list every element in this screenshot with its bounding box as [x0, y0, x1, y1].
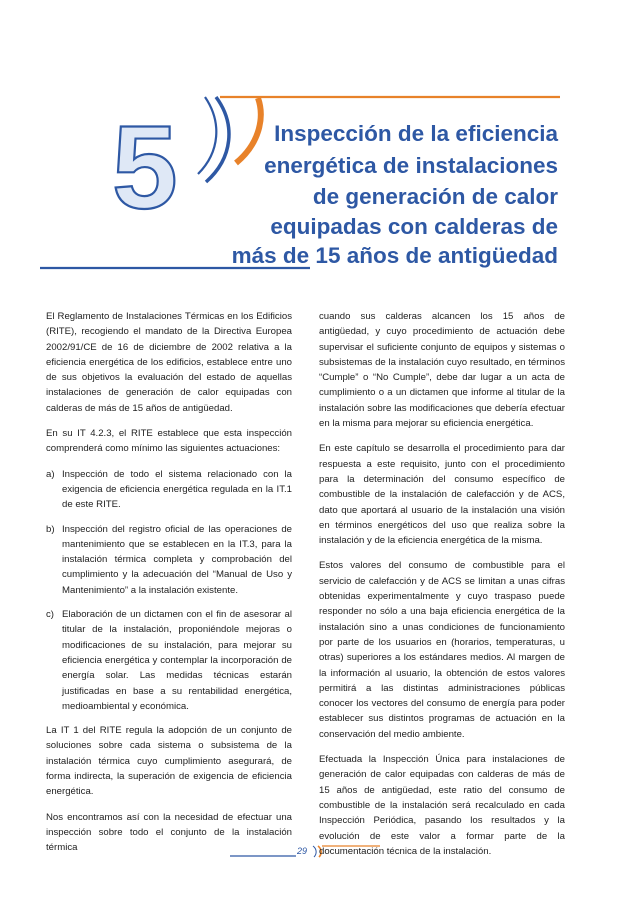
paragraph: Estos valores del consumo de combustible para el servicio de calefacción y de ACS se limitan a unas cifras obtenidas experimentalmente y cuyo traspaso puede responder no sólo a una baja eficiencia energética de la instalación sino a unas condiciones de funcionamiento por parte de los usuarios en (horarios, temperaturas, u otras) superiores a los estándares medios. Al margen de la información al usuario, la obtención de estos valores permitirá a las distintas administraciones públicas conocer los vectores del consumo de energía para poder establecer sus distintos programas de actuación en la conservación del medio ambiente.: [319, 560, 565, 740]
header-arc-orange: [236, 98, 261, 163]
footer-arc-blue: [313, 846, 316, 857]
chapter-title-line-3: de generación de calor: [312, 184, 558, 209]
list-item-text: Inspección del registro oficial de las operaciones de mantenimiento que se establecen en la IT.3, para la instalación térmica completa y comprobación del cumplimiento y la adecuación del “Manual de Uso y Mantenimiento” a la instalación existente.: [62, 523, 292, 596]
header-arc-blue-outer: [206, 97, 229, 182]
left-column: [46, 309, 292, 866]
list-item: [46, 522, 292, 598]
chapter-title-line-2: energética de instalaciones: [264, 153, 558, 178]
header-arc-blue-inner: [198, 97, 216, 174]
list-item: [46, 607, 292, 714]
chapter-title-line-5: más de 15 años de antigüedad: [231, 243, 558, 268]
list-item-text: Elaboración de un dictamen con el fin de asesorar al titular de la instalación, proponiéndole mejoras o modificaciones de su instalación, para mejorar su eficiencia energética y contemplar la incorporación de energía solar. Las medidas técnicas estarán justificadas en base a su rentabilidad energética, medioambiental y económica.: [62, 609, 292, 712]
paragraph: cuando sus calderas alcancen los 15 años de antigüedad, y cuyo procedimiento de actuación debe supervisar el suficiente conjunto de equipos y sistemas o subsistemas de la instalación cuyo resultado, en términos “Cumple” o “No Cumple”, debe dar lugar a un acta de cumplimiento o a un dictamen que informe al titular de la instalación sobre las modificaciones que debería efectuar en la misma para mejorar su eficiencia energética.: [319, 311, 565, 430]
paragraph: Efectuada la Inspección Única para instalaciones de generación de calor equipadas con calderas de más de 15 años de antigüedad, este ratio del consumo de combustible de la instalación será recalculado en cada Inspección Periódica, pasando los resultados y la evolución de este valor a formar parte de la documentación técnica de la instalación.: [319, 754, 565, 857]
list-marker: b): [46, 523, 55, 535]
actions-list: [46, 467, 292, 714]
paragraph: Nos encontramos así con la necesidad de efectuar una inspección sobre todo el conjunto de la instalación térmica: [46, 811, 292, 854]
paragraph: En este capítulo se desarrolla el procedimiento para dar respuesta a este requisito, junto con el procedimiento para la determinación del consumo específico de combustible de la instalación de calefacción y de ACS, dato que aportará al usuario de la instalación una visión en términos energéticos del uso que realiza sobre la instalación y de la eficiencia energética de la misma.: [319, 443, 565, 547]
right-column: [319, 309, 565, 869]
paragraph: El Reglamento de Instalaciones Térmicas en los Edificios (RITE), recogiendo el mandato de la Directiva Europea 2002/91/CE de 16 de diciembre de 2002 relativa a la eficiencia energética de los edificios, establece entre uno de sus objetivos la evaluación del estado de aquellas instalaciones de generación de calor equipadas con calderas de más de 15 años de antigüedad.: [46, 311, 292, 414]
chapter-title-line-4: equipadas con calderas de: [270, 214, 558, 239]
list-item: [46, 467, 292, 513]
list-marker: c): [46, 609, 54, 621]
chapter-title-line-1: Inspección de la eficiencia: [274, 121, 558, 146]
list-item-text: Inspección de todo el sistema relacionado con la exigencia de eficiencia energética regulada en la IT.1 de este RITE.: [62, 468, 292, 511]
page-number: 29: [297, 846, 308, 856]
paragraph: La IT 1 del RITE regula la adopción de un conjunto de soluciones sobre cada sistema o subsistema de la instalación térmica cuyo cumplimiento asegurará, de forma indirecta, la superación de exigencia de eficiencia energética.: [46, 725, 292, 798]
chapter-number: 5: [112, 102, 178, 234]
list-marker: a): [46, 468, 55, 480]
paragraph: En su IT 4.2.3, el RITE establece que esta inspección comprenderá como mínimo las siguientes actuaciones:: [46, 428, 292, 455]
